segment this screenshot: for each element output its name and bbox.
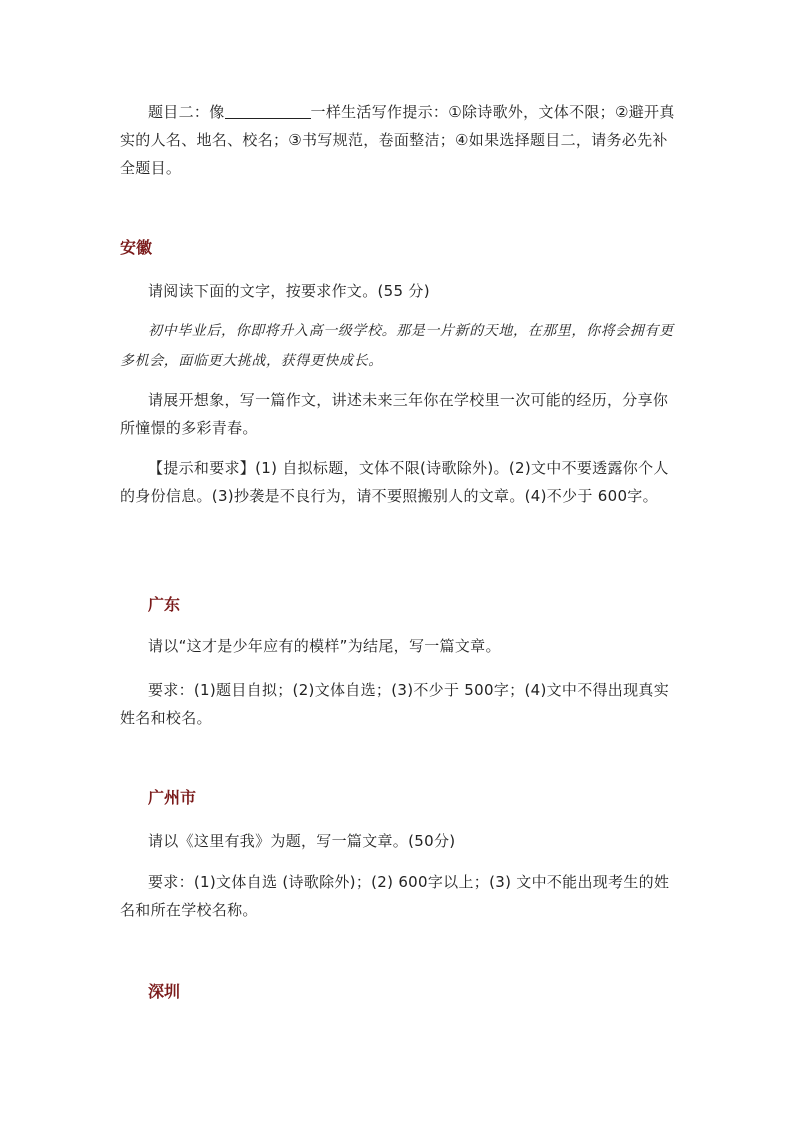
heading-guangdong: 广东 (148, 595, 181, 614)
topic-two-blank (225, 100, 311, 119)
heading-anhui: 安徽 (120, 238, 153, 257)
guangzhou-instruction: 请以《这里有我》为题，写一篇文章。(50分) (148, 832, 456, 850)
guangzhou-requirements: 要求：(1)文体自选 (诗歌除外)；(2) 600字以上；(3) 文中不能出现考生的姓名和所在学校名称。 (120, 873, 670, 919)
anhui-requirements: 【提示和要求】(1) 自拟标题，文体不限(诗歌除外)。(2)文中不要透露你个人的身份信息。(3)抄袭是不良行为，请不要照搬别人的文章。(4)不少于 600字。 (120, 459, 669, 505)
topic-two-title-prefix: 题目二：像 (148, 103, 225, 121)
anhui-quote: 初中毕业后，你即将升入高一级学校。那是一片新的天地，在那里，你将会拥有更多机会，面临更大挑战，获得更快成长。 (120, 323, 674, 369)
topic-two-tips: 写作提示：①除诗歌外，文体不限；②避开真实的人名、地名、校名；③书写规范，卷面整洁；④如果选择题目二，请务必先补全题目。 (120, 103, 675, 177)
heading-shenzhen: 深圳 (148, 982, 181, 1001)
topic-two-title-suffix: 一样生活 (310, 103, 372, 121)
guangdong-requirements: 要求：(1)题目自拟；(2)文体自选；(3)不少于 500字；(4)文中不得出现真实姓名和校名。 (120, 681, 669, 727)
anhui-instruction: 请阅读下面的文字，按要求作文。(55 分) (148, 282, 430, 300)
topic-two-paragraph (120, 98, 676, 182)
guangdong-instruction: 请以“这才是少年应有的模样”为结尾，写一篇文章。 (148, 637, 501, 655)
anhui-prompt: 请展开想象，写一篇作文，讲述未来三年你在学校里一次可能的经历，分享你所憧憬的多彩青春。 (120, 391, 669, 437)
heading-guangzhou: 广州市 (148, 788, 197, 807)
